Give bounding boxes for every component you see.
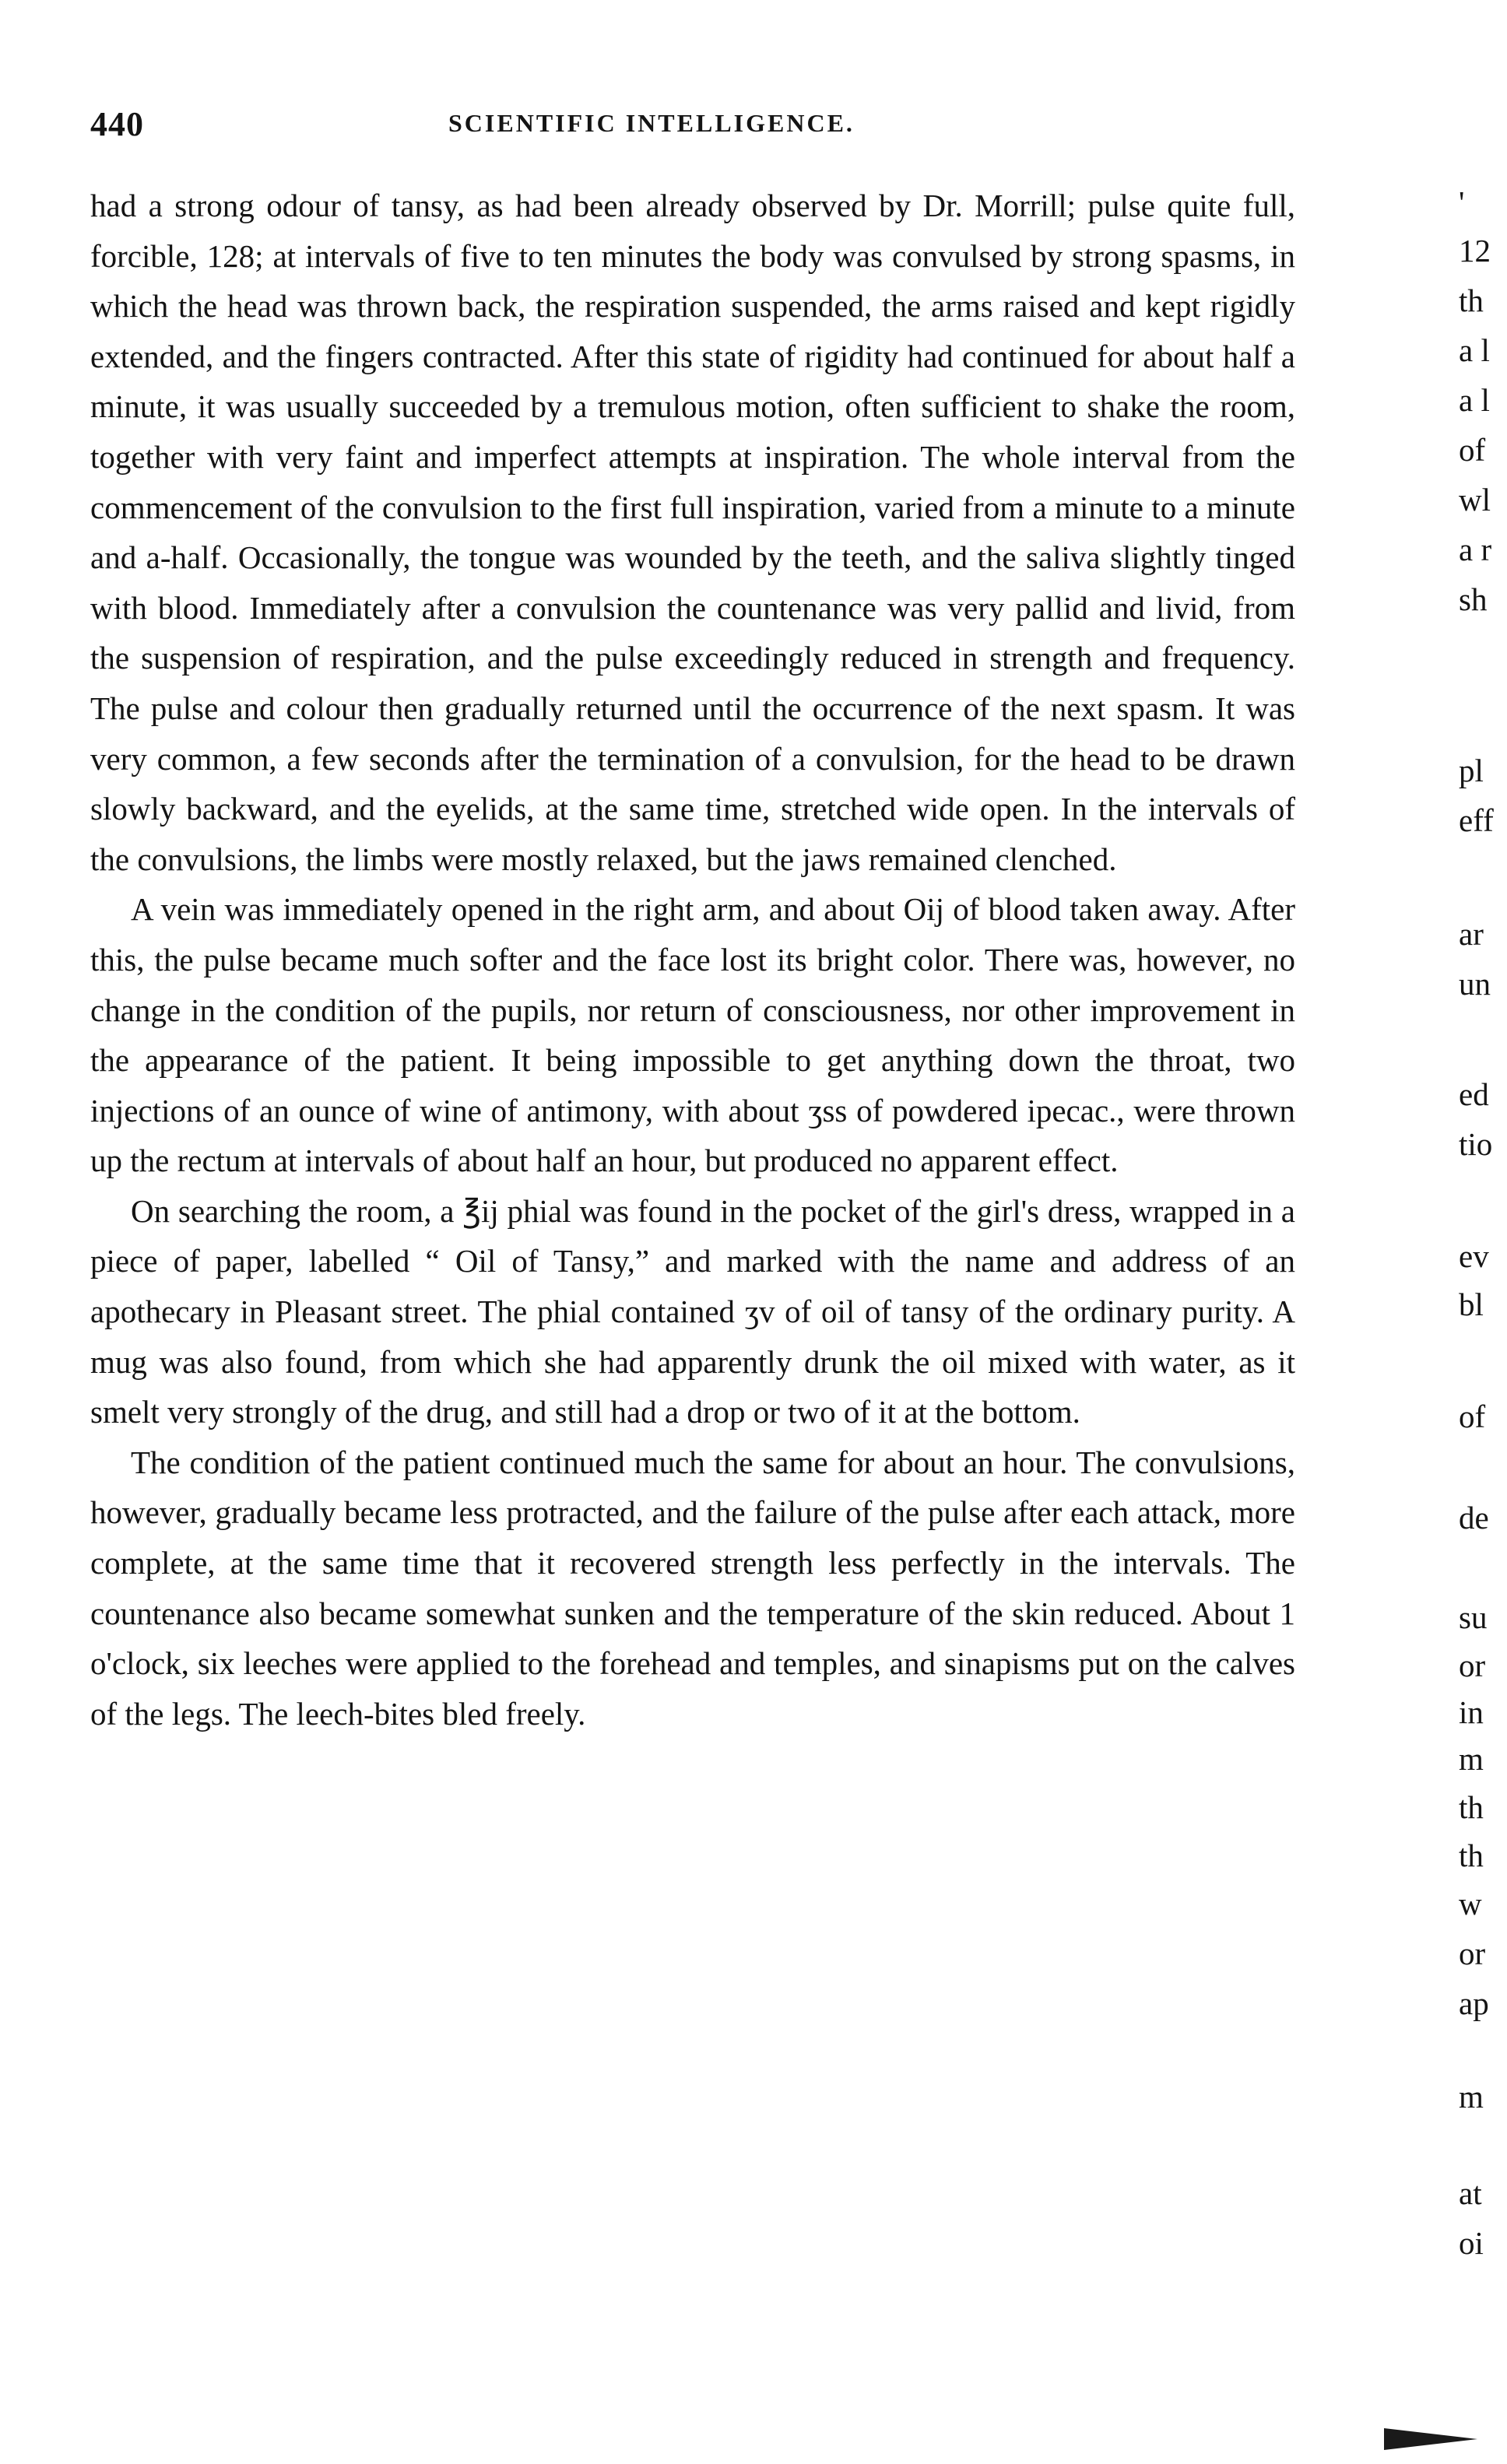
margin-fragment: sh	[1459, 581, 1488, 617]
margin-fragment: tio	[1459, 1126, 1493, 1162]
margin-fragment: or	[1459, 1648, 1486, 1683]
body-text	[90, 181, 1295, 1739]
margin-fragment: of	[1459, 1399, 1486, 1434]
paragraph-vein-opened: A vein was immediately opened in the right arm, and about Oij of blood taken away. After this, the pulse became much softer and the face lost its bright color. There was, however, no change in the condition of the pupils, nor return of consciousness, nor other improvement in the appearance of the patient. It being impossible to get anything down the throat, two injections of an ounce of wine of antimony, with about ʒss of powdered ipecac., were thrown up the rectum at intervals of about half an hour, but produced no apparent effect.	[90, 891, 1295, 1179]
margin-fragment: de	[1459, 1500, 1489, 1536]
margin-fragment: th	[1459, 283, 1484, 318]
running-head	[90, 104, 1305, 143]
margin-fragment: a l	[1459, 332, 1490, 368]
margin-fragment: w	[1459, 1886, 1482, 1922]
margin-fragment: ed	[1459, 1076, 1489, 1112]
margin-fragment: eff	[1459, 802, 1494, 838]
margin-fragment: in	[1459, 1694, 1484, 1730]
margin-fragment: ev	[1459, 1238, 1489, 1274]
margin-fragment: pl	[1459, 753, 1484, 788]
margin-fragment: th	[1459, 1789, 1484, 1825]
paragraph-continuation: had a strong odour of tansy, as had been already observed by Dr. Morrill; pulse quite full, forcible, 128; at intervals of five to ten minutes the body was convulsed by strong spasms, in which the head was thrown back, the respiration suspended, the arms raised and kept rigidly extended, and the fingers contracted. After this state of rigidity had continued for about half a minute, it was usually succeeded by a tremulous motion, often sufficient to shake the room, together with very faint and imperfect attempts at inspiration. The whole interval from the commencement of the convulsion to the first full inspiration, varied from a minute to a minute and a-half. Occasionally, the tongue was wounded by the teeth, and the saliva slightly tinged with blood. Immediately after a convulsion the countenance was very pallid and livid, from the suspension of respiration, and the pulse exceedingly reduced in strength and frequency. The pulse and colour then gradually returned until the occurrence of the next spasm. It was very common, a few seconds after the termination of a convulsion, for the head to be drawn slowly backward, and the eyelids, at the same time, stretched wide open. In the intervals of the convulsions, the limbs were mostly relaxed, but the jaws remained clenched.	[90, 188, 1295, 877]
margin-fragment: a r	[1459, 532, 1492, 567]
margin-fragment: su	[1459, 1599, 1488, 1635]
margin-fragment: ap	[1459, 1985, 1489, 2021]
margin-fragment: bl	[1459, 1286, 1484, 1322]
running-title: SCIENTIFIC INTELLIGENCE.	[448, 109, 855, 137]
margin-fragment: m	[1459, 2079, 1484, 2115]
margin-fragment: th	[1459, 1837, 1484, 1873]
page-edge-shadow	[1384, 2428, 1477, 2450]
margin-fragment: m	[1459, 1741, 1484, 1777]
margin-fragment: at	[1459, 2175, 1482, 2211]
margin-fragment: '	[1459, 184, 1465, 220]
margin-fragment: or	[1459, 1936, 1486, 1971]
facing-page-edge	[1459, 181, 1507, 2438]
paragraph-phial-found: On searching the room, a ℥ij phial was found in the pocket of the girl's dress, wrapped in a piece of paper, labelled “ Oil of Tansy,” and marked with the name and address of an apothecary in Pleasant street. The phial contained ʒv of oil of tansy of the ordinary purity. A mug was also found, from which she had apparently drunk the oil mixed with water, as it smelt very strongly of the drug, and still had a drop or two of it at the bottom.	[90, 1192, 1295, 1430]
margin-fragment: of	[1459, 432, 1486, 468]
margin-fragment: un	[1459, 966, 1491, 1002]
paragraph-patient-condition: The condition of the patient continued much the same for about an hour. The convulsions, however, gradually became less protracted, and the failure of the pulse after each attack, more complete, at the same time that it recovered strength less perfectly in the intervals. The countenance also became somewhat sunken and the temperature of the skin reduced. About 1 o'clock, six leeches were applied to the forehead and temples, and sinapisms put on the calves of the legs. The leech-bites bled freely.	[90, 1444, 1295, 1732]
margin-fragment: oi	[1459, 2225, 1484, 2261]
margin-fragment: 12	[1459, 233, 1491, 269]
margin-fragment: a l	[1459, 382, 1490, 418]
page-number: 440	[90, 105, 144, 143]
margin-fragment: ar	[1459, 916, 1484, 952]
margin-fragment: wl	[1459, 482, 1491, 518]
